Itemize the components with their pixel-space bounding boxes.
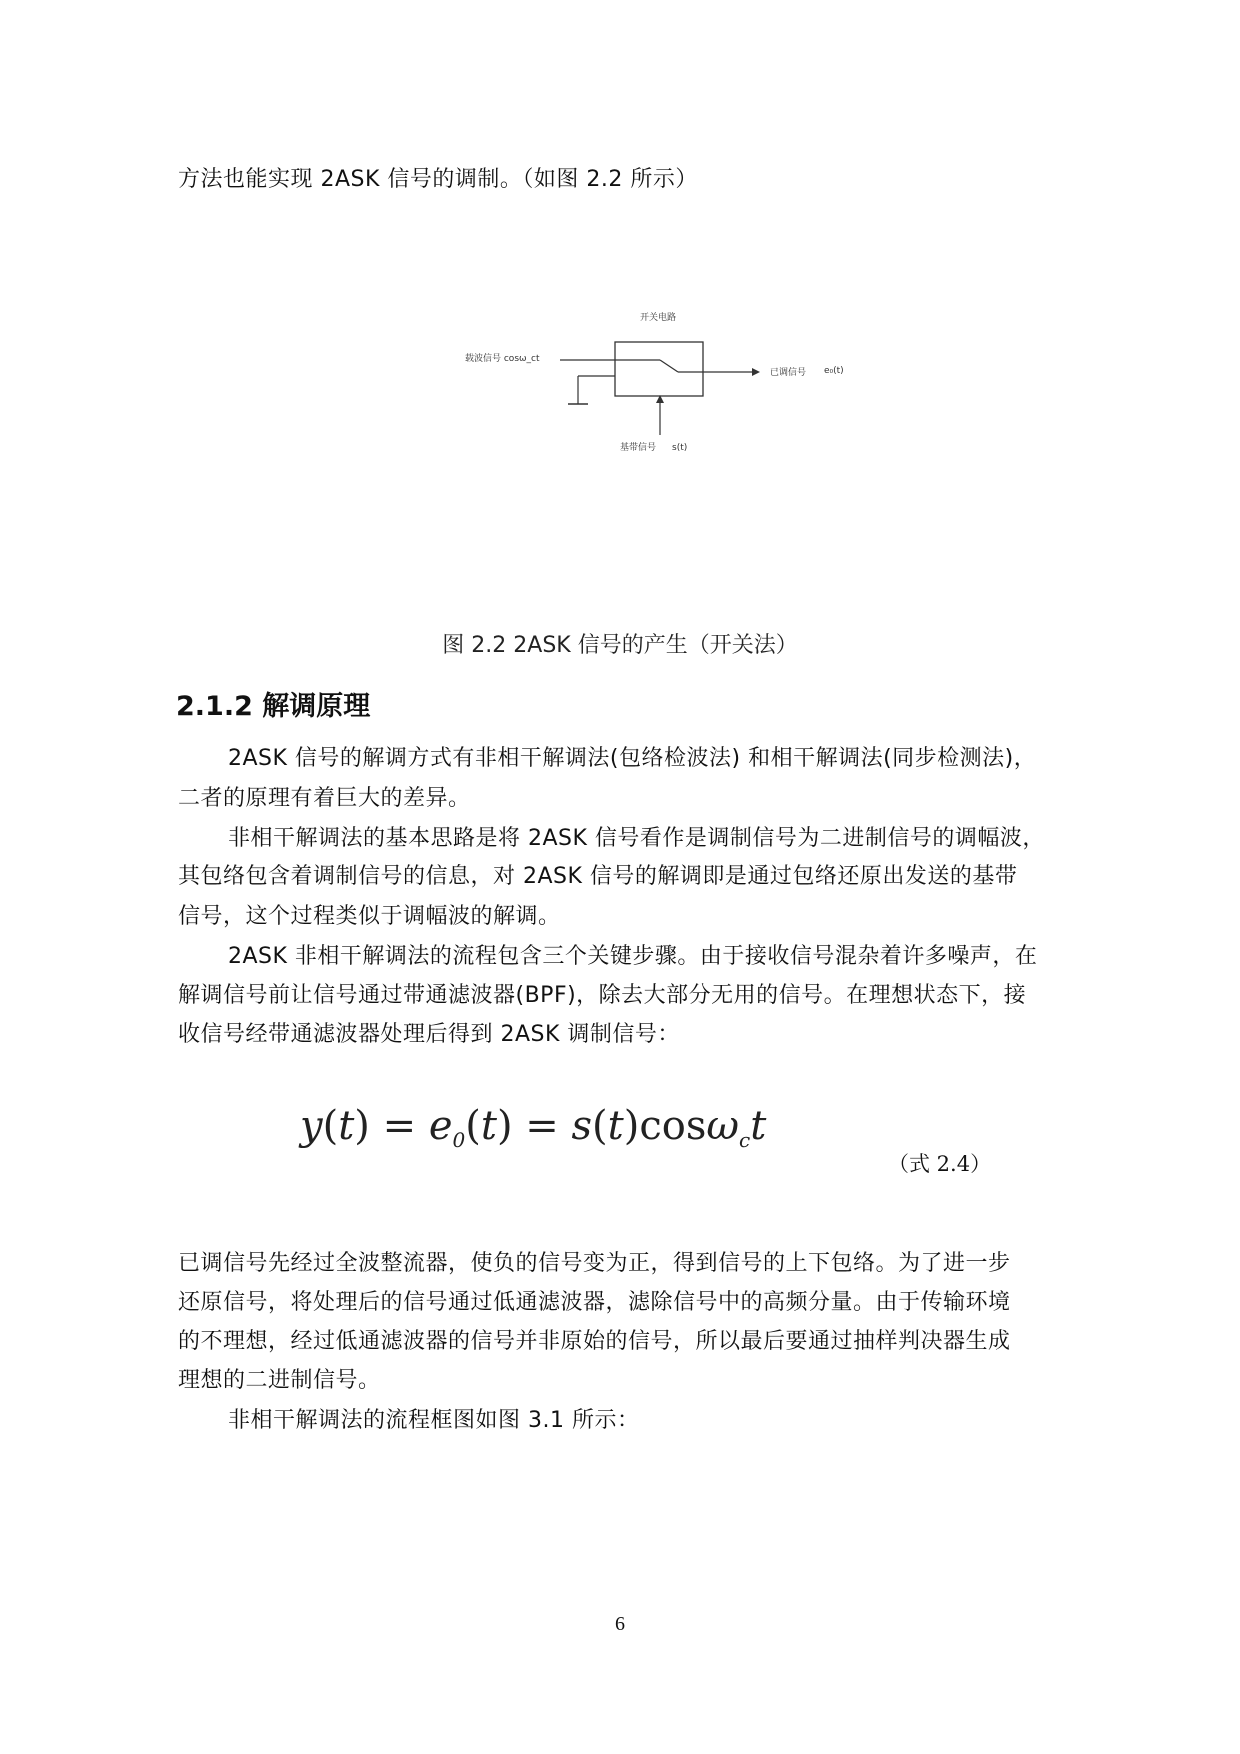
- paragraph-2-line-3: 信号，这个过程类似于调幅波的解调。: [178, 904, 561, 929]
- paragraph-1-line-1: 2ASK 信号的解调方式有非相干解调法(包络检波法) 和相干解调法(同步检测法)，: [228, 746, 1037, 771]
- paragraph-2-line-1: 非相干解调法的基本思路是将 2ASK 信号看作是调制信号为二进制信号的调幅波，: [228, 826, 1045, 851]
- output-signal-label: 已调信号: [770, 368, 807, 378]
- paragraph-4-line-2: 还原信号，将处理后的信号通过低通滤波器，滤除信号中的高频分量。由于传输环境: [178, 1290, 1011, 1315]
- figure-caption: 图 2.2 2ASK 信号的产生（开关法）: [442, 633, 798, 658]
- paragraph-5-line-1: 非相干解调法的流程框图如图 3.1 所示：: [228, 1408, 640, 1433]
- page-number: 6: [615, 1613, 625, 1635]
- carrier-signal-label: 载波信号 cosω_ct: [465, 354, 540, 364]
- paragraph-3-line-3: 收信号经带通滤波器处理后得到 2ASK 调制信号：: [178, 1022, 680, 1047]
- equation-number: （式 2.4）: [888, 1152, 992, 1176]
- paragraph-2-line-2: 其包络包含着调制信号的信息，对 2ASK 信号的解调即是通过包络还原出发送的基带: [178, 864, 1018, 889]
- intro-text: 方法也能实现 2ASK 信号的调制。（如图 2.2 所示）: [178, 167, 698, 192]
- paragraph-4-line-4: 理想的二进制信号。: [178, 1368, 381, 1393]
- paragraph-1-line-2: 二者的原理有着巨大的差异。: [178, 786, 471, 811]
- switch-method-diagram: [450, 300, 870, 470]
- baseband-signal-label: 基带信号: [620, 443, 657, 453]
- paragraph-4-line-1: 已调信号先经过全波整流器，使负的信号变为正，得到信号的上下包络。为了进一步: [178, 1251, 1011, 1276]
- output-signal-symbol: e₀(t): [824, 366, 844, 376]
- paragraph-4-line-3: 的不理想，经过低通滤波器的信号并非原始的信号，所以最后要通过抽样判决器生成: [178, 1329, 1011, 1354]
- output-arrowhead: [752, 368, 760, 376]
- switch-blade: [660, 360, 678, 372]
- equation-2-4: $y(t) = e_0(t) = s(t)\cos\omega_ct$: [300, 1103, 767, 1152]
- section-heading: 2.1.2 解调原理: [176, 691, 371, 722]
- switch-box: [615, 342, 703, 396]
- paragraph-3-line-1: 2ASK 非相干解调法的流程包含三个关键步骤。由于接收信号混杂着许多噪声，在: [228, 944, 1038, 969]
- paragraph-3-line-2: 解调信号前让信号通过带通滤波器(BPF)，除去大部分无用的信号。在理想状态下，接: [178, 983, 1027, 1008]
- switch-circuit-label: 开关电路: [640, 313, 677, 323]
- baseband-signal-symbol: s(t): [672, 443, 688, 453]
